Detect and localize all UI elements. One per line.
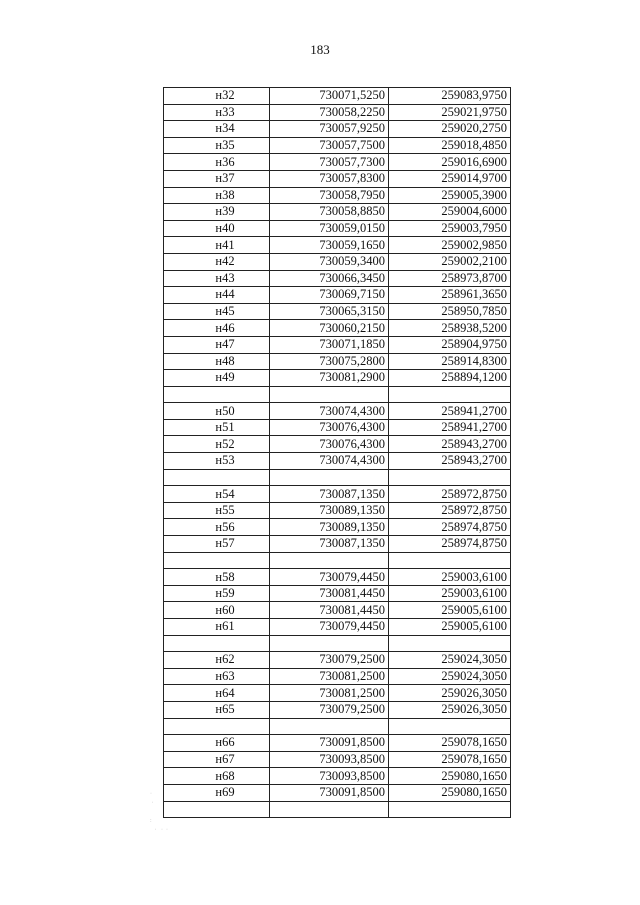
table-row bbox=[164, 652, 511, 669]
point-id-cell bbox=[164, 552, 270, 569]
y-coordinate-cell: 259026,3050 bbox=[389, 685, 511, 702]
x-coordinate-cell: 730079,2500 bbox=[270, 701, 389, 718]
point-id-cell: н42 bbox=[164, 253, 270, 270]
table-row bbox=[164, 403, 511, 420]
y-coordinate-cell: 258941,2700 bbox=[389, 403, 511, 420]
table-row bbox=[164, 220, 511, 237]
x-coordinate-cell: 730081,2500 bbox=[270, 685, 389, 702]
table-row bbox=[164, 154, 511, 171]
table-row bbox=[164, 336, 511, 353]
x-coordinate-cell: 730093,8500 bbox=[270, 751, 389, 768]
y-coordinate-cell bbox=[389, 386, 511, 403]
point-id-cell: н66 bbox=[164, 735, 270, 752]
y-coordinate-cell: 258941,2700 bbox=[389, 419, 511, 436]
point-id-cell: н59 bbox=[164, 585, 270, 602]
y-coordinate-cell bbox=[389, 552, 511, 569]
y-coordinate-cell: 259024,3050 bbox=[389, 668, 511, 685]
point-id-cell: н41 bbox=[164, 237, 270, 254]
y-coordinate-cell bbox=[389, 635, 511, 652]
x-coordinate-cell: 730091,8500 bbox=[270, 784, 389, 801]
x-coordinate-cell: 730071,5250 bbox=[270, 88, 389, 105]
x-coordinate-cell: 730074,4300 bbox=[270, 453, 389, 470]
x-coordinate-cell: 730089,1350 bbox=[270, 502, 389, 519]
x-coordinate-cell bbox=[270, 801, 389, 818]
point-id-cell: н47 bbox=[164, 336, 270, 353]
x-coordinate-cell: 730065,3150 bbox=[270, 303, 389, 320]
x-coordinate-cell: 730075,2800 bbox=[270, 353, 389, 370]
point-id-cell: н49 bbox=[164, 370, 270, 387]
y-coordinate-cell: 258943,2700 bbox=[389, 453, 511, 470]
x-coordinate-cell: 730087,1350 bbox=[270, 486, 389, 503]
y-coordinate-cell: 259003,6100 bbox=[389, 585, 511, 602]
x-coordinate-cell: 730059,0150 bbox=[270, 220, 389, 237]
x-coordinate-cell bbox=[270, 718, 389, 735]
table-row bbox=[164, 253, 511, 270]
point-id-cell: н40 bbox=[164, 220, 270, 237]
table-row-blank bbox=[164, 469, 511, 486]
y-coordinate-cell: 259026,3050 bbox=[389, 701, 511, 718]
table-row bbox=[164, 320, 511, 337]
table-row bbox=[164, 519, 511, 536]
x-coordinate-cell bbox=[270, 386, 389, 403]
table-row bbox=[164, 486, 511, 503]
scan-specks: · · : · · · bbox=[150, 791, 168, 833]
table-row bbox=[164, 668, 511, 685]
point-id-cell: н64 bbox=[164, 685, 270, 702]
y-coordinate-cell: 259021,9750 bbox=[389, 104, 511, 121]
y-coordinate-cell: 258904,9750 bbox=[389, 336, 511, 353]
y-coordinate-cell: 258938,5200 bbox=[389, 320, 511, 337]
point-id-cell: н60 bbox=[164, 602, 270, 619]
point-id-cell: н53 bbox=[164, 453, 270, 470]
x-coordinate-cell: 730081,4450 bbox=[270, 602, 389, 619]
y-coordinate-cell: 259005,6100 bbox=[389, 602, 511, 619]
point-id-cell: н54 bbox=[164, 486, 270, 503]
y-coordinate-cell: 258943,2700 bbox=[389, 436, 511, 453]
table-row-blank bbox=[164, 552, 511, 569]
table-row bbox=[164, 104, 511, 121]
point-id-cell: н55 bbox=[164, 502, 270, 519]
x-coordinate-cell: 730079,2500 bbox=[270, 652, 389, 669]
y-coordinate-cell: 259003,6100 bbox=[389, 569, 511, 586]
table-row bbox=[164, 287, 511, 304]
point-id-cell: н50 bbox=[164, 403, 270, 420]
x-coordinate-cell bbox=[270, 469, 389, 486]
y-coordinate-cell: 258972,8750 bbox=[389, 486, 511, 503]
x-coordinate-cell: 730087,1350 bbox=[270, 536, 389, 553]
point-id-cell: н38 bbox=[164, 187, 270, 204]
y-coordinate-cell: 259080,1650 bbox=[389, 784, 511, 801]
point-id-cell: н52 bbox=[164, 436, 270, 453]
x-coordinate-cell: 730069,7150 bbox=[270, 287, 389, 304]
x-coordinate-cell: 730060,2150 bbox=[270, 320, 389, 337]
x-coordinate-cell bbox=[270, 635, 389, 652]
point-id-cell: н65 bbox=[164, 701, 270, 718]
x-coordinate-cell: 730058,2250 bbox=[270, 104, 389, 121]
table-row bbox=[164, 303, 511, 320]
y-coordinate-cell bbox=[389, 469, 511, 486]
y-coordinate-cell: 259020,2750 bbox=[389, 121, 511, 138]
table-row bbox=[164, 370, 511, 387]
point-id-cell bbox=[164, 386, 270, 403]
x-coordinate-cell: 730081,4450 bbox=[270, 585, 389, 602]
point-id-cell bbox=[164, 469, 270, 486]
table-row bbox=[164, 585, 511, 602]
table-row bbox=[164, 353, 511, 370]
point-id-cell bbox=[164, 718, 270, 735]
x-coordinate-cell: 730057,9250 bbox=[270, 121, 389, 138]
point-id-cell: н58 bbox=[164, 569, 270, 586]
point-id-cell: н48 bbox=[164, 353, 270, 370]
y-coordinate-cell: 258974,8750 bbox=[389, 519, 511, 536]
point-id-cell: н37 bbox=[164, 170, 270, 187]
table-row bbox=[164, 502, 511, 519]
table-row bbox=[164, 536, 511, 553]
point-id-cell: н57 bbox=[164, 536, 270, 553]
y-coordinate-cell: 259004,6000 bbox=[389, 204, 511, 221]
y-coordinate-cell: 259002,9850 bbox=[389, 237, 511, 254]
x-coordinate-cell: 730059,1650 bbox=[270, 237, 389, 254]
table-row bbox=[164, 602, 511, 619]
y-coordinate-cell: 259014,9700 bbox=[389, 170, 511, 187]
x-coordinate-cell: 730081,2500 bbox=[270, 668, 389, 685]
x-coordinate-cell: 730058,7950 bbox=[270, 187, 389, 204]
x-coordinate-cell: 730074,4300 bbox=[270, 403, 389, 420]
y-coordinate-cell: 259016,6900 bbox=[389, 154, 511, 171]
point-id-cell: н68 bbox=[164, 768, 270, 785]
x-coordinate-cell: 730066,3450 bbox=[270, 270, 389, 287]
table-row bbox=[164, 436, 511, 453]
point-id-cell: н69 bbox=[164, 784, 270, 801]
y-coordinate-cell: 259078,1650 bbox=[389, 751, 511, 768]
point-id-cell: н63 bbox=[164, 668, 270, 685]
table-row bbox=[164, 204, 511, 221]
x-coordinate-cell: 730076,4300 bbox=[270, 436, 389, 453]
table-row bbox=[164, 88, 511, 105]
table-row bbox=[164, 187, 511, 204]
point-id-cell: н51 bbox=[164, 419, 270, 436]
y-coordinate-cell bbox=[389, 718, 511, 735]
point-id-cell: н36 bbox=[164, 154, 270, 171]
y-coordinate-cell: 258894,1200 bbox=[389, 370, 511, 387]
point-id-cell: н56 bbox=[164, 519, 270, 536]
point-id-cell: н35 bbox=[164, 137, 270, 154]
y-coordinate-cell: 259024,3050 bbox=[389, 652, 511, 669]
x-coordinate-cell bbox=[270, 552, 389, 569]
table-row bbox=[164, 768, 511, 785]
point-id-cell: н39 bbox=[164, 204, 270, 221]
table-row bbox=[164, 453, 511, 470]
y-coordinate-cell: 258961,3650 bbox=[389, 287, 511, 304]
x-coordinate-cell: 730081,2900 bbox=[270, 370, 389, 387]
coordinates-table-body bbox=[164, 88, 511, 818]
x-coordinate-cell: 730057,8300 bbox=[270, 170, 389, 187]
point-id-cell: н33 bbox=[164, 104, 270, 121]
point-id-cell: н44 bbox=[164, 287, 270, 304]
y-coordinate-cell bbox=[389, 801, 511, 818]
y-coordinate-cell: 259083,9750 bbox=[389, 88, 511, 105]
y-coordinate-cell: 259003,7950 bbox=[389, 220, 511, 237]
point-id-cell: н34 bbox=[164, 121, 270, 138]
table-row bbox=[164, 121, 511, 138]
y-coordinate-cell: 258914,8300 bbox=[389, 353, 511, 370]
point-id-cell bbox=[164, 635, 270, 652]
x-coordinate-cell: 730079,4450 bbox=[270, 619, 389, 636]
y-coordinate-cell: 258950,7850 bbox=[389, 303, 511, 320]
point-id-cell: н45 bbox=[164, 303, 270, 320]
coordinates-table bbox=[163, 87, 511, 818]
table-row bbox=[164, 270, 511, 287]
y-coordinate-cell: 259018,4850 bbox=[389, 137, 511, 154]
x-coordinate-cell: 730091,8500 bbox=[270, 735, 389, 752]
table-row bbox=[164, 685, 511, 702]
table-row bbox=[164, 137, 511, 154]
point-id-cell: н43 bbox=[164, 270, 270, 287]
x-coordinate-cell: 730089,1350 bbox=[270, 519, 389, 536]
y-coordinate-cell: 259005,6100 bbox=[389, 619, 511, 636]
y-coordinate-cell: 258972,8750 bbox=[389, 502, 511, 519]
table-row bbox=[164, 619, 511, 636]
y-coordinate-cell: 259078,1650 bbox=[389, 735, 511, 752]
point-id-cell: н62 bbox=[164, 652, 270, 669]
point-id-cell: н32 bbox=[164, 88, 270, 105]
table-row bbox=[164, 419, 511, 436]
page-number: 183 bbox=[310, 42, 330, 57]
x-coordinate-cell: 730057,7500 bbox=[270, 137, 389, 154]
x-coordinate-cell: 730093,8500 bbox=[270, 768, 389, 785]
x-coordinate-cell: 730071,1850 bbox=[270, 336, 389, 353]
point-id-cell: н46 bbox=[164, 320, 270, 337]
point-id-cell: н67 bbox=[164, 751, 270, 768]
table-row-blank bbox=[164, 718, 511, 735]
y-coordinate-cell: 258973,8700 bbox=[389, 270, 511, 287]
table-row-blank bbox=[164, 635, 511, 652]
table-row bbox=[164, 735, 511, 752]
y-coordinate-cell: 258974,8750 bbox=[389, 536, 511, 553]
x-coordinate-cell: 730058,8850 bbox=[270, 204, 389, 221]
x-coordinate-cell: 730076,4300 bbox=[270, 419, 389, 436]
point-id-cell: н61 bbox=[164, 619, 270, 636]
table-row bbox=[164, 701, 511, 718]
table-row-blank bbox=[164, 386, 511, 403]
y-coordinate-cell: 259005,3900 bbox=[389, 187, 511, 204]
table-row bbox=[164, 569, 511, 586]
x-coordinate-cell: 730057,7300 bbox=[270, 154, 389, 171]
x-coordinate-cell: 730059,3400 bbox=[270, 253, 389, 270]
y-coordinate-cell: 259002,2100 bbox=[389, 253, 511, 270]
table-row bbox=[164, 170, 511, 187]
y-coordinate-cell: 259080,1650 bbox=[389, 768, 511, 785]
x-coordinate-cell: 730079,4450 bbox=[270, 569, 389, 586]
table-row bbox=[164, 751, 511, 768]
table-row bbox=[164, 237, 511, 254]
